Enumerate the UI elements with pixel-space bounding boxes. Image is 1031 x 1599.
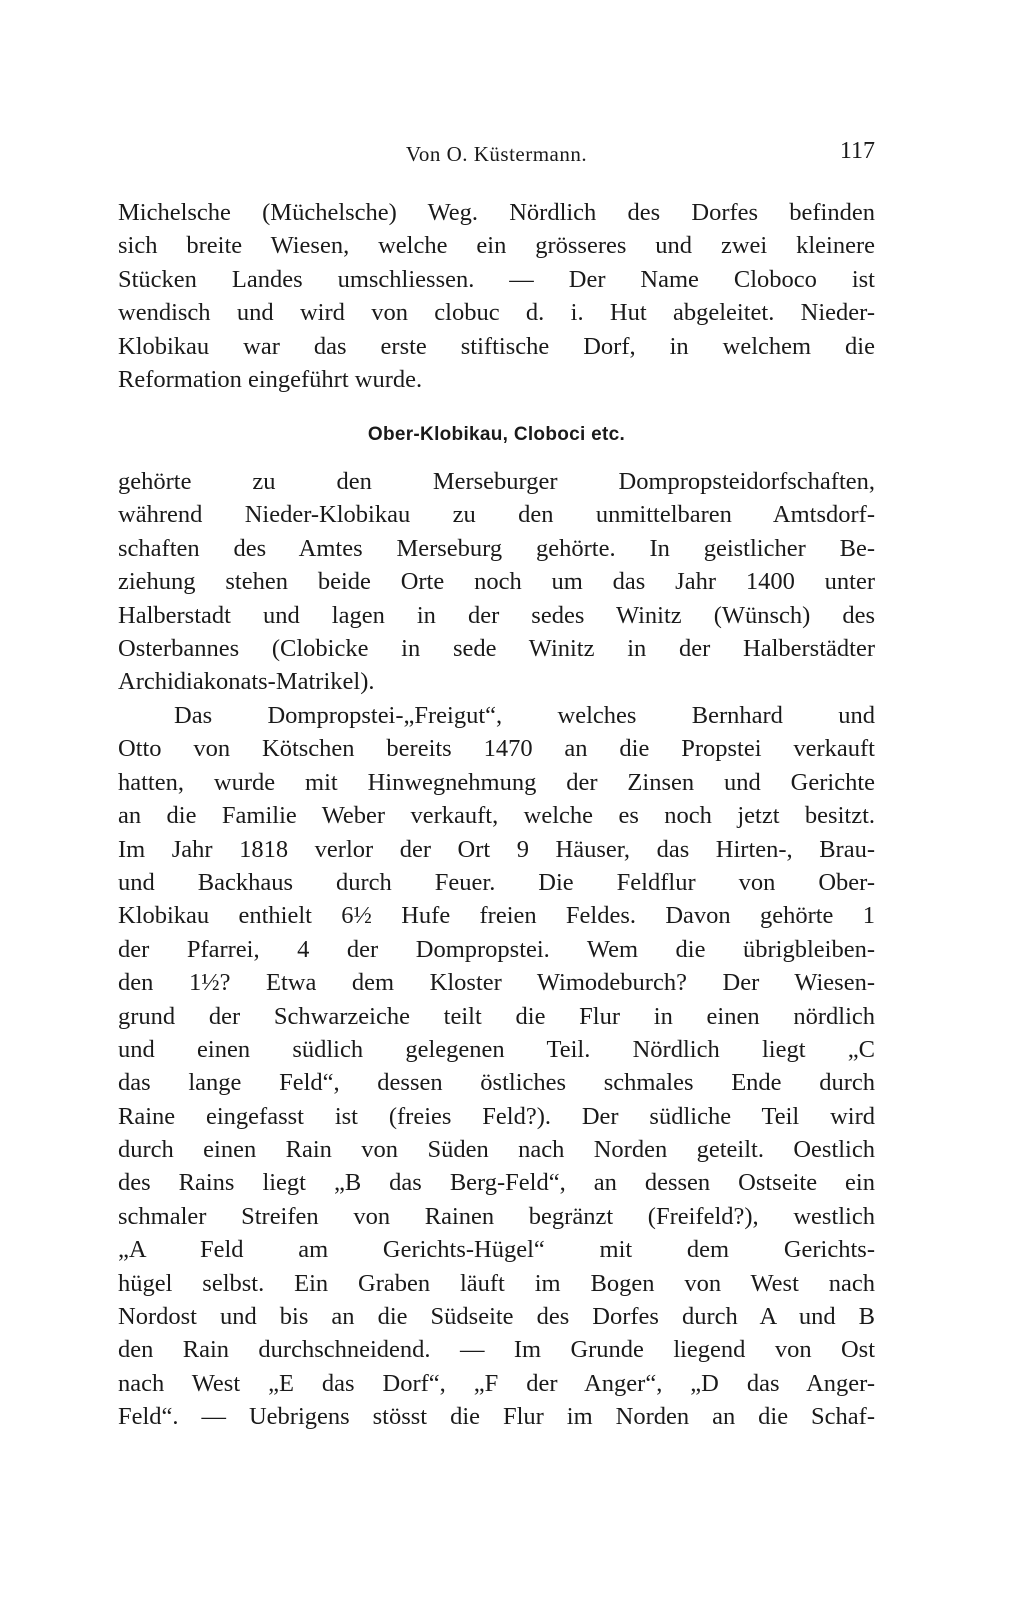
text-line: und einen südlich gelegenen Teil. Nördlich liegt „C <box>118 1035 875 1063</box>
text-line: Otto von Kötschen bereits 1470 an die Propstei verkauft <box>118 735 875 763</box>
text-line: Feld“. — Uebrigens stösst die Flur im Norden an die Schaf- <box>118 1403 875 1431</box>
text-line: Michelsche (Müchelsche) Weg. Nördlich des Dorfes befinden <box>118 199 875 226</box>
text-line: Reformation eingeführt wurde. <box>118 365 423 393</box>
text-line: ziehung stehen beide Orte noch um das Jahr 1400 unter <box>118 568 875 596</box>
text-line: nach West „E das Dorf“, „F der Anger“, „D das Anger- <box>118 1369 875 1397</box>
paragraph-1 <box>118 196 875 396</box>
text-line: den 1½? Etwa dem Kloster Wimodeburch? Der Wiesen- <box>118 969 875 997</box>
text-line: an die Familie Weber verkauft, welche es noch jetzt besitzt. <box>118 802 875 830</box>
text-line: sich breite Wiesen, welche ein grösseres und zwei kleinere <box>118 232 875 260</box>
text-line: Klobikau enthielt 6½ Hufe freien Feldes. Davon gehörte 1 <box>118 902 875 930</box>
text-line: „A Feld am Gerichts-Hügel“ mit dem Gerichts- <box>118 1236 875 1264</box>
section-heading: Ober-Klobikau, Cloboci etc. <box>367 424 626 445</box>
text-line: das lange Feld“, dessen östliches schmales Ende durch <box>118 1069 875 1097</box>
text-line: Nordost und bis an die Südseite des Dorfes durch A und B <box>118 1303 875 1331</box>
text-line: der Pfarrei, 4 der Dompropstei. Wem die übrigbleiben- <box>118 935 875 963</box>
text-line: den Rain durchschneidend. — Im Grunde liegend von Ost <box>118 1336 875 1364</box>
text-line: grund der Schwarzeiche teilt die Flur in einen nördlich <box>118 1002 875 1030</box>
text-line: Stücken Landes umschliessen. — Der Name Cloboco ist <box>118 265 875 293</box>
text-line: Raine eingefasst ist (freies Feld?). Der südliche Teil wird <box>118 1102 875 1130</box>
running-header <box>118 138 875 172</box>
text-line: Das Dompropstei-„Freigut“, welches Bernhard und <box>174 702 875 729</box>
text-line: Osterbannes (Clobicke in sede Winitz in der Halberstädter <box>118 634 875 662</box>
paragraph-3 <box>118 699 875 1434</box>
text-line: Klobikau war das erste stiftische Dorf, in welchem die <box>118 332 875 360</box>
text-line: hatten, wurde mit Hinwegnehmung der Zinsen und Gerichte <box>118 768 875 796</box>
running-title: Von O. Küstermann. <box>405 142 588 166</box>
text-line: schmaler Streifen von Rainen begränzt (Freifeld?), westlich <box>118 1202 875 1230</box>
text-line: und Backhaus durch Feuer. Die Feldflur von Ober- <box>118 868 875 896</box>
text-line: während Nieder-Klobikau zu den unmittelbaren Amtsdorf- <box>118 501 875 529</box>
text-line: hügel selbst. Ein Graben läuft im Bogen von West nach <box>118 1269 875 1297</box>
page-number: 117 <box>839 138 875 164</box>
text-line: schaften des Amtes Merseburg gehörte. In geistlicher Be- <box>118 534 875 562</box>
text-line: des Rains liegt „B das Berg-Feld“, an dessen Ostseite ein <box>118 1169 875 1197</box>
text-line: Halberstadt und lagen in der sedes Winitz (Wünsch) des <box>118 601 875 629</box>
text-line: durch einen Rain von Süden nach Norden geteilt. Oestlich <box>118 1136 875 1164</box>
text-line: Archidiakonats-Matrikel). <box>118 668 375 696</box>
text-line: gehörte zu den Merseburger Dompropsteidorfschaften, <box>118 468 875 495</box>
paragraph-2 <box>118 465 875 699</box>
text-line: Im Jahr 1818 verlor der Ort 9 Häuser, das Hirten-, Brau- <box>118 835 875 863</box>
text-line: wendisch und wird von clobuc d. i. Hut abgeleitet. Nieder- <box>118 299 875 327</box>
